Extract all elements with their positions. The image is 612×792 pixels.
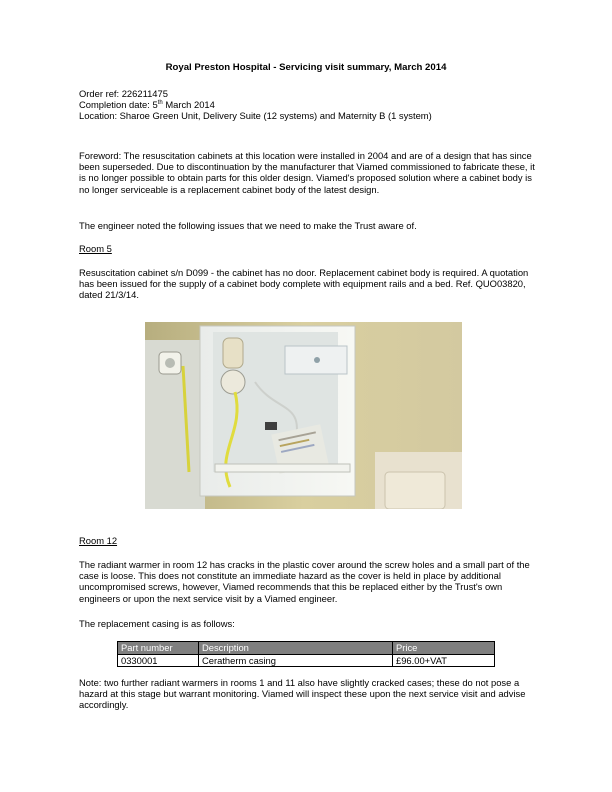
completion-date-suffix: th bbox=[157, 100, 163, 107]
casing-intro-text: The replacement casing is as follows: bbox=[79, 618, 235, 629]
location: Location: Sharoe Green Unit, Delivery Suite (12 systems) and Maternity B (1 system) bbox=[79, 110, 432, 122]
room12-paragraph bbox=[79, 559, 537, 604]
completion-date-month: March 2014 bbox=[162, 99, 215, 111]
room5-paragraph bbox=[79, 267, 537, 301]
cell-description: Ceratherm casing bbox=[199, 655, 393, 667]
document-title: Royal Preston Hospital - Servicing visit summary, March 2014 bbox=[165, 62, 447, 73]
order-ref: Order ref: 226211475 bbox=[79, 88, 168, 99]
table-header-row bbox=[118, 642, 495, 655]
note-text: Note: two further radiant warmers in rooms 1 and 11 also have slightly cracked cases; these do not pose a hazard at this stage but warrant monitoring. Viamed will inspect these upon the next service visit and advise accordingly. bbox=[79, 677, 526, 711]
cabinet-photo bbox=[145, 322, 462, 509]
header-description: Description bbox=[199, 642, 393, 655]
foreword-text: Foreword: The resuscitation cabinets at this location were installed in 2004 and are of a design that has since been superseded. Due to discontinuation by the manufacturer that Viamed commissioned to fabricate these, it is no longer possible to obtain parts for this older design. Viamed's proposed solution where a cabinet body is no longer serviceable is a replacement cabinet body of the latest design. bbox=[79, 150, 535, 195]
replacement-parts-table bbox=[117, 641, 495, 667]
room12-text: The radiant warmer in room 12 has cracks in the plastic cover around the screw holes and a small part of the case is loose. This does not constitute an immediate hazard as the cover is held in place by additional uncompromised screws, however, Viamed recommends that this be replaced either by the Trust's own engineers or upon the next service visit by a Viamed engineer. bbox=[79, 559, 530, 604]
issues-intro bbox=[79, 220, 537, 231]
header-price: Price bbox=[393, 642, 495, 655]
cell-price: £96.00+VAT bbox=[393, 655, 495, 667]
cell-part-number: 0330001 bbox=[118, 655, 199, 667]
casing-intro bbox=[79, 618, 537, 629]
issues-intro-text: The engineer noted the following issues that we need to make the Trust aware of. bbox=[79, 220, 417, 231]
completion-date bbox=[79, 99, 537, 110]
room5-text: Resuscitation cabinet s/n D099 - the cabinet has no door. Replacement cabinet body is required. A quotation has been issued for the supply of a cabinet body complete with equipment rails and a bed. Ref. QUO03820, dated 21/3/14. bbox=[79, 267, 529, 301]
order-details bbox=[79, 88, 537, 122]
room5-heading bbox=[79, 243, 537, 254]
foreword-paragraph bbox=[79, 150, 537, 195]
completion-date-prefix: Completion date: 5 bbox=[79, 99, 158, 111]
cabinet-photo-image bbox=[145, 322, 462, 509]
table-row bbox=[118, 655, 495, 667]
room5-heading-text: Room 5 bbox=[79, 243, 112, 254]
header-part-number: Part number bbox=[118, 642, 199, 655]
note-paragraph bbox=[79, 677, 537, 711]
room12-heading-text: Room 12 bbox=[79, 535, 118, 546]
room12-heading bbox=[79, 535, 537, 546]
